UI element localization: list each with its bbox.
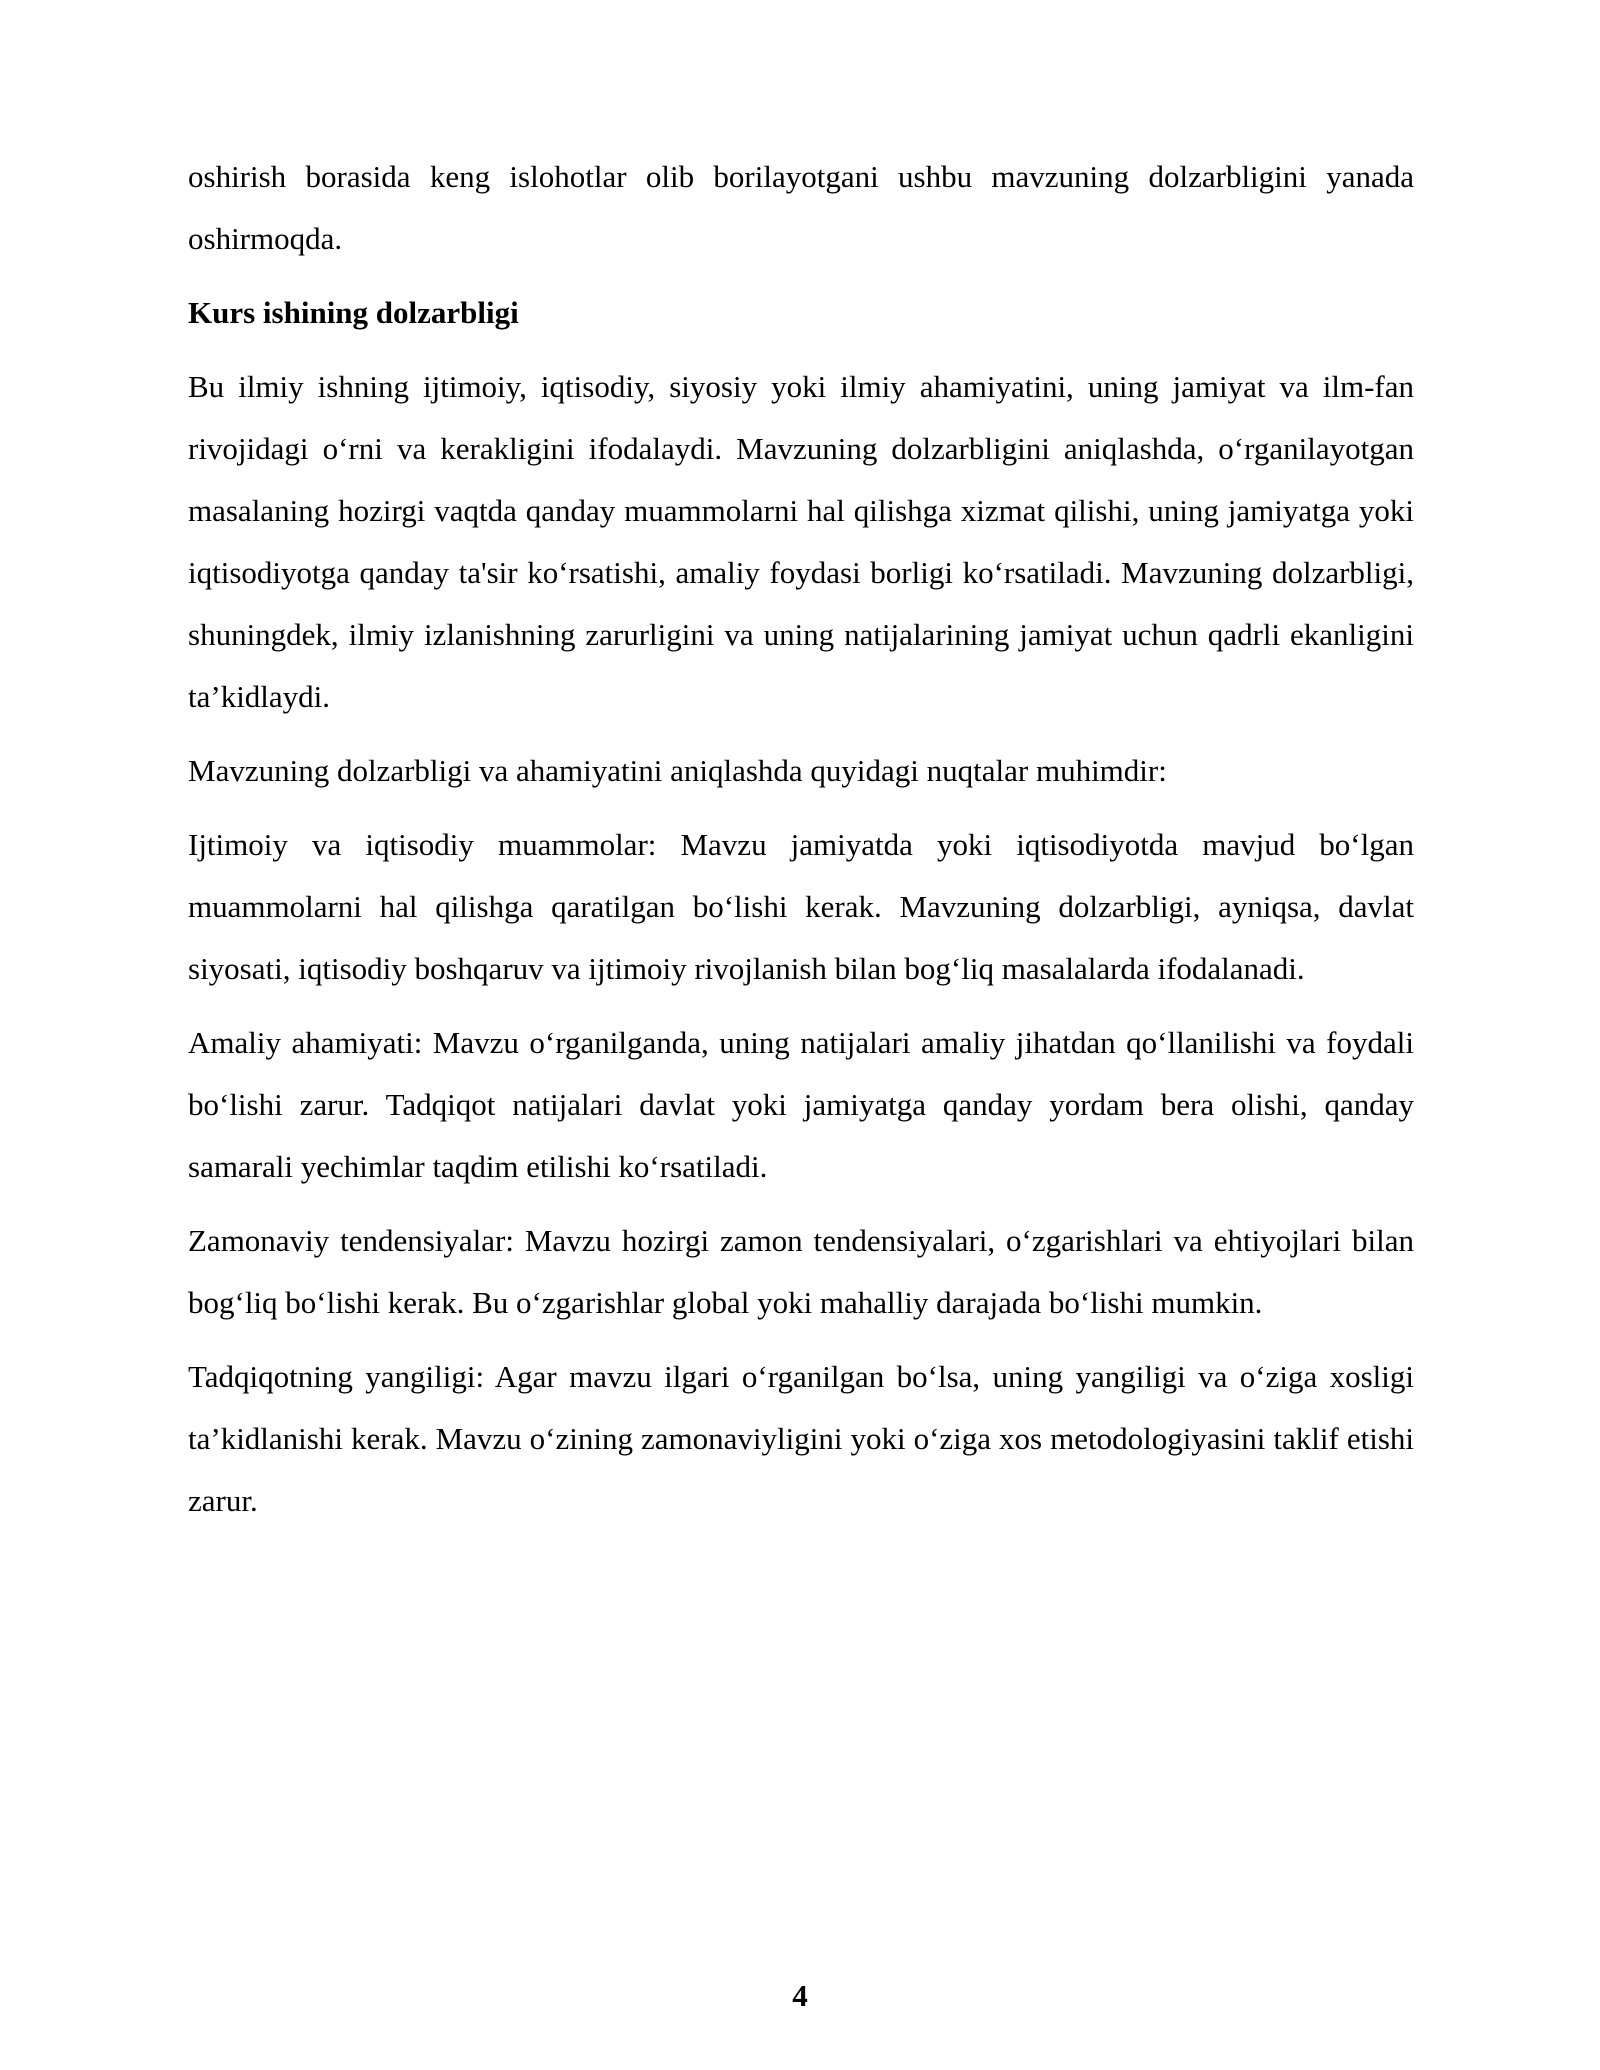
section-heading: Kurs ishining dolzarbligi [188,295,519,330]
paragraph-zamonaviy-tendensiyalar: Zamonaviy tendensiyalar: Mavzu hozirgi zamon tendensiyalari, o‘zgarishlari va ehtiyojlari bilan bog‘liq bo‘lishi kerak. Bu o‘zgarishlar global yoki mahalliy darajada bo‘lishi mumkin. [188,1223,1414,1320]
paragraph-nuqtalar-lead: Mavzuning dolzarbligi va ahamiyatini aniqlashda quyidagi nuqtalar muhimdir: [188,753,1167,788]
paragraph-tadqiqot-yangiligi: Tadqiqotning yangiligi: Agar mavzu ilgari o‘rganilgan bo‘lsa, uning yangiligi va o‘ziga xosligi ta’kidlanishi kerak. Mavzu o‘zining zamonaviyligini yoki o‘ziga xos metodologiyasini taklif etishi zarur. [188,1359,1414,1518]
paragraph-dolzarbligi-intro: Bu ilmiy ishning ijtimoiy, iqtisodiy, siyosiy yoki ilmiy ahamiyatini, uning jamiyat va ilm-fan rivojidagi o‘rni va kerakligini ifodalaydi. Mavzuning dolzarbligini aniqlashda, o‘rganilayotgan masalaning hozirgi vaqtda qanday muammolarni hal qilishga xizmat qilishi, uning jamiyatga yoki iqtisodiyotga qanday ta'sir ko‘rsatishi, amaliy foydasi borligi ko‘rsatiladi. Mavzuning dolzarbligi, shuningdek, ilmiy izlanishning zarurligini va uning natijalarining jamiyat uchun qadrli ekanligini ta’kidlaydi. [188,369,1414,714]
paragraph-amaliy-ahamiyati: Amaliy ahamiyati: Mavzu o‘rganilganda, uning natijalari amaliy jihatdan qo‘llanilishi va foydali bo‘lishi zarur. Tadqiqot natijalari davlat yoki jamiyatga qanday yordam bera olishi, qanday samarali yechimlar taqdim etilishi ko‘rsatiladi. [188,1025,1414,1184]
paragraph-continuation: oshirish borasida keng islohotlar olib borilayotgani ushbu mavzuning dolzarbligini yanada oshirmoqda. [188,159,1414,256]
paragraph-ijtimoiy-muammolar: Ijtimoiy va iqtisodiy muammolar: Mavzu jamiyatda yoki iqtisodiyotda mavjud bo‘lgan muammolarni hal qilishga qaratilgan bo‘lishi kerak. Mavzuning dolzarbligi, ayniqsa, davlat siyosati, iqtisodiy boshqaruv va ijtimoiy rivojlanish bilan bog‘liq masalalarda ifodalanadi. [188,827,1414,986]
page-content [188,146,1414,1532]
page-number: 4 [792,1978,808,2013]
